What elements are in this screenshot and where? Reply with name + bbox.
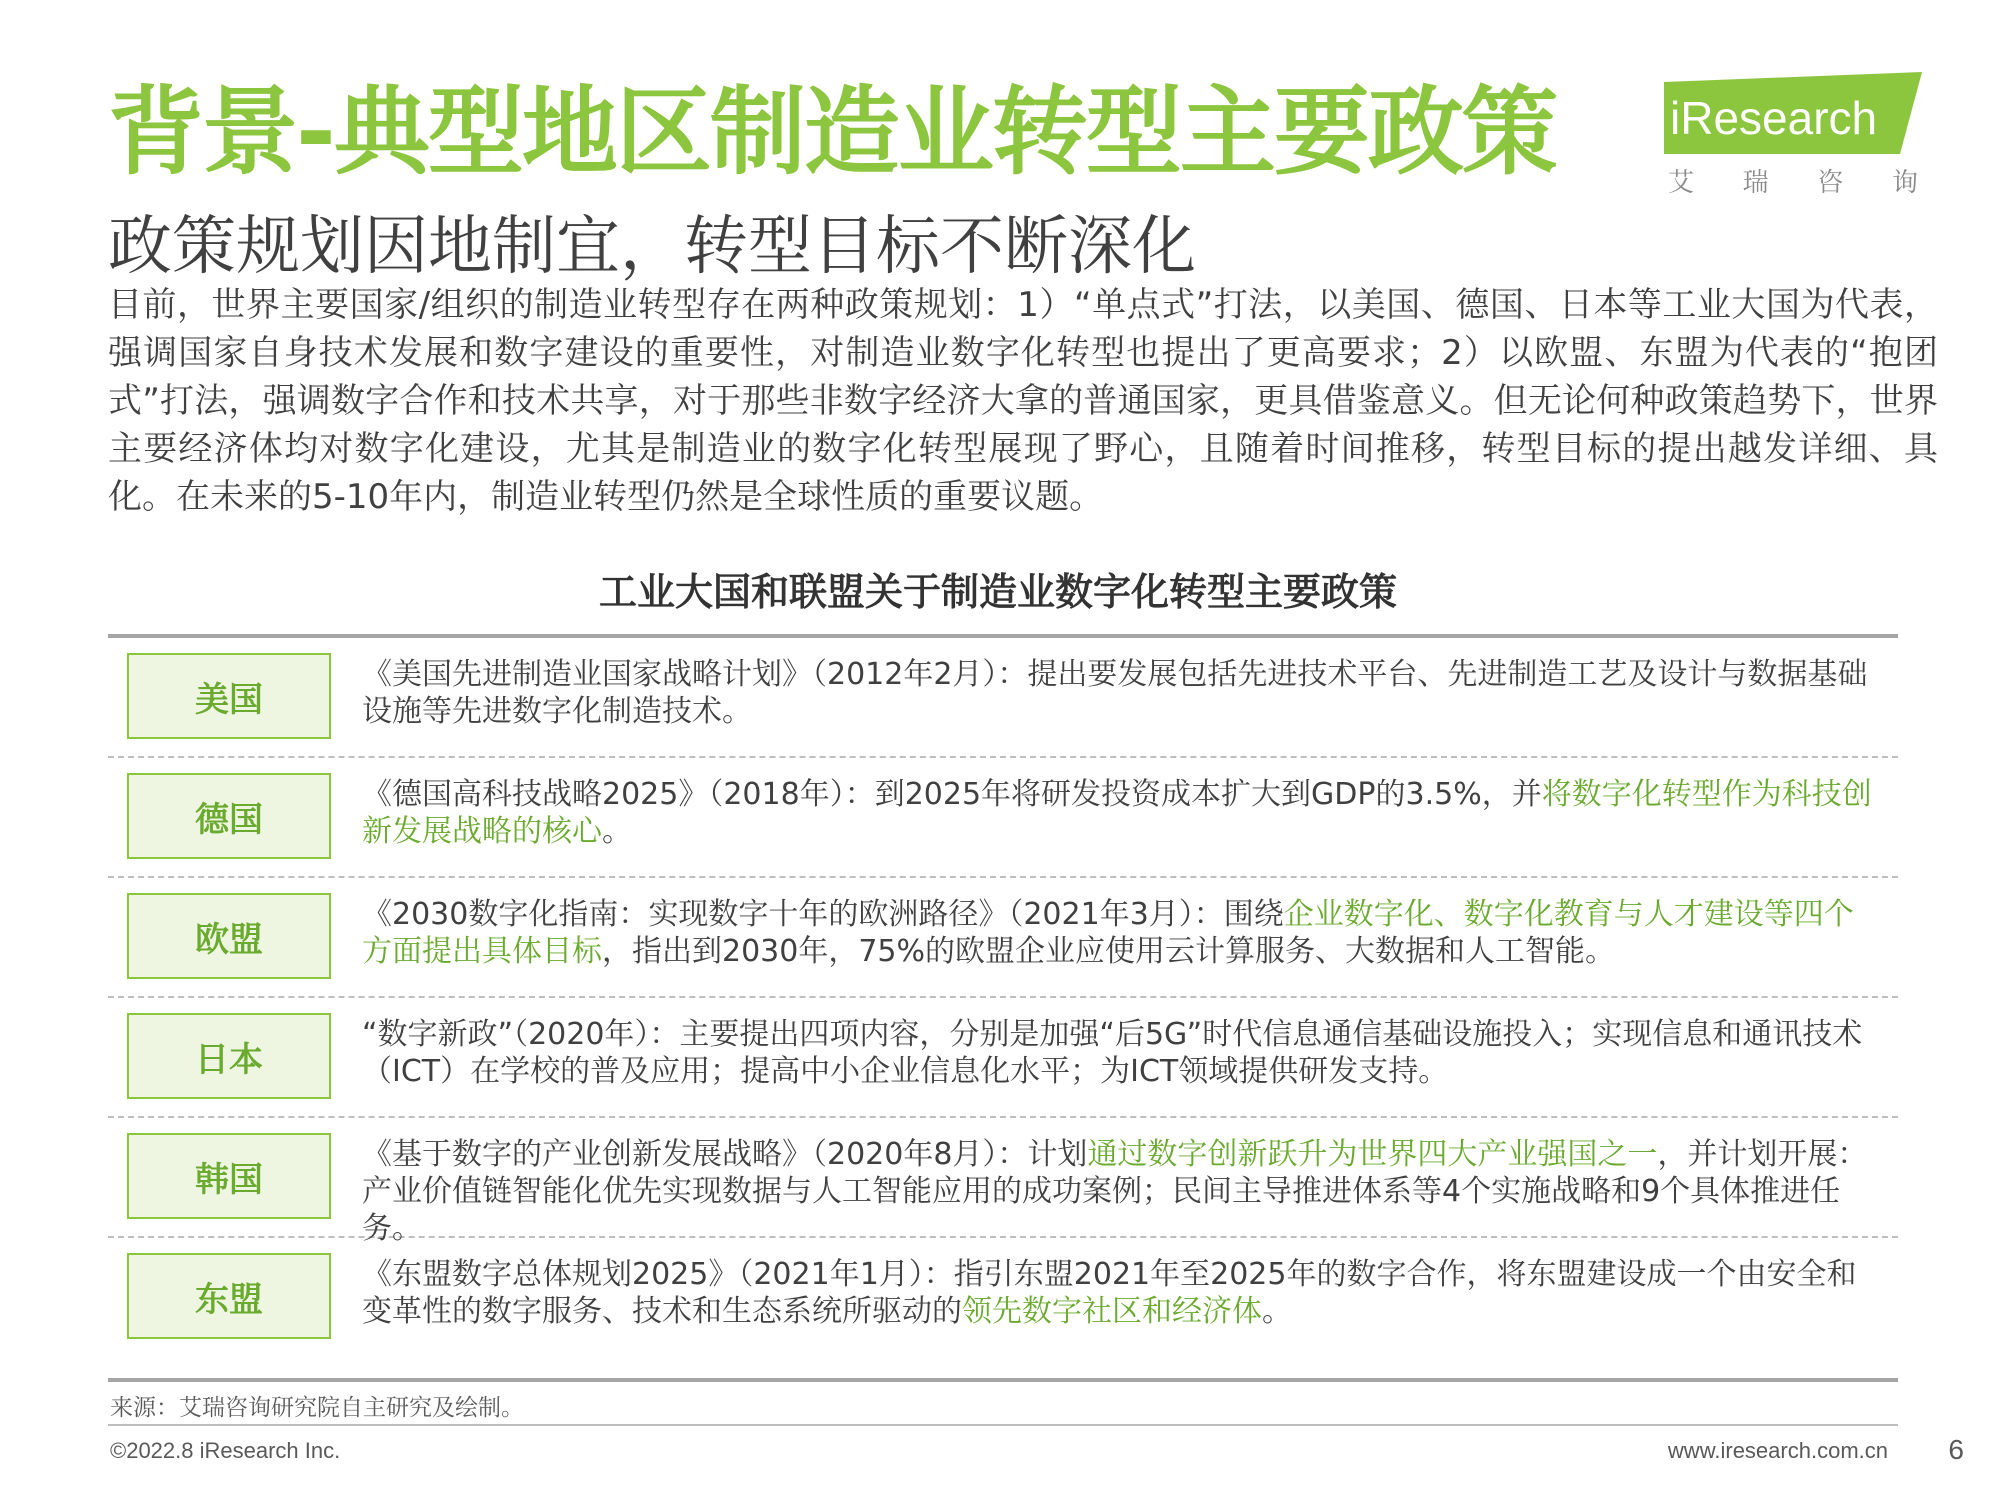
logo-char: 瑞 bbox=[1742, 168, 1769, 198]
policy-text: 《美国先进制造业国家战略计划》（2012年2月）：提出要发展包括先进技术平台、先进制造工艺及设计与数据基础设施等先进数字化制造技术。 bbox=[362, 657, 1868, 729]
country-label: 日本 bbox=[127, 1013, 331, 1099]
policy-row bbox=[108, 638, 1898, 758]
source-note: 来源：艾瑞咨询研究院自主研究及绘制。 bbox=[110, 1395, 524, 1421]
country-label: 韩国 bbox=[127, 1133, 331, 1219]
policy-highlight-text: 企业数字化、数字化教育与人才建设等四个方面提出具体目标 bbox=[362, 897, 1854, 969]
policy-row bbox=[108, 878, 1898, 998]
table-title: 工业大国和联盟关于制造业数字化转型主要政策 bbox=[598, 570, 1397, 614]
policy-text: 《东盟数字总体规划2025》（2021年1月）：指引东盟2021年至2025年的数字合作，将东盟建设成一个由安全和变革性的数字服务、技术和生态系统所驱动的 bbox=[362, 1257, 1857, 1329]
policy-highlight-text: 领先数字社区和经济体 bbox=[962, 1294, 1262, 1329]
policy-highlight-text: 通过数字创新跃升为世界四大产业强国之一 bbox=[1087, 1137, 1658, 1172]
iresearch-logo bbox=[1664, 68, 1924, 198]
logo-char: 艾 bbox=[1668, 168, 1695, 198]
logo-char: 咨 bbox=[1817, 168, 1844, 198]
intro-paragraph: 目前，世界主要国家/组织的制造业转型存在两种政策规划：1）“单点式”打法，以美国、德国、日本等工业大国为代表，强调国家自身技术发展和数字建设的重要性，对制造业数字化转型也提出了更高要求；2）以欧盟、东盟为代表的“抱团式”打法，强调数字合作和技术共享，对于那些非数字经济大拿的普通国家，更具借鉴意义。但无论何种政策趋势下，世界主要经济体均对数字化建设，尤其是制造业的数字化转型展现了野心，且随着时间推移，转型目标的提出越发详细、具化。在未来的5-10年内，制造业转型仍然是全球性质的重要议题。 bbox=[108, 285, 1938, 517]
policy-table bbox=[108, 638, 1898, 1356]
policy-description bbox=[362, 1136, 1882, 1247]
policy-description bbox=[362, 1016, 1882, 1090]
website-link[interactable]: www.iresearch.com.cn bbox=[1667, 1438, 1888, 1463]
policy-text: 《基于数字的产业创新发展战略》（2020年8月）：计划 bbox=[362, 1137, 1088, 1172]
copyright: ©2022.8 iResearch Inc. bbox=[110, 1438, 341, 1463]
policy-text: 。 bbox=[602, 814, 632, 849]
policy-row bbox=[108, 758, 1898, 878]
policy-highlight-text: 将数字化转型作为科技创新发展战略的核心 bbox=[362, 777, 1872, 849]
policy-description bbox=[362, 1256, 1882, 1330]
page-number: 6 bbox=[1948, 1434, 1964, 1465]
logo-text: iResearch bbox=[1670, 92, 1878, 144]
logo-char: 询 bbox=[1891, 168, 1918, 198]
footer-rule bbox=[108, 1424, 1898, 1426]
policy-text: 《2030数字化指南：实现数字十年的欧洲路径》（2021年3月）：围绕 bbox=[362, 897, 1284, 932]
logo-chinese-name bbox=[1668, 162, 1918, 199]
country-label: 东盟 bbox=[127, 1253, 331, 1339]
country-label: 美国 bbox=[127, 653, 331, 739]
policy-text: 《德国高科技战略2025》（2018年）：到2025年将研发投资成本扩大到GDP的3.5%，并 bbox=[362, 777, 1542, 812]
page-title: 背景-典型地区制造业转型主要政策 bbox=[108, 76, 1556, 188]
policy-row bbox=[108, 998, 1898, 1118]
policy-row bbox=[108, 1118, 1898, 1246]
policy-description bbox=[362, 896, 1882, 970]
table-bottom-rule bbox=[108, 1378, 1898, 1382]
policy-text: “数字新政”（2020年）：主要提出四项内容，分别是加强“后5G”时代信息通信基础设施投入；实现信息和通讯技术（ICT）在学校的普及应用；提高中小企业信息化水平；为ICT领域提供研发支持。 bbox=[362, 1017, 1863, 1089]
country-label: 欧盟 bbox=[127, 893, 331, 979]
policy-text: ，并计划开展：产业价值链智能化优先实现数据与人工智能应用的成功案例；民间主导推进体系等4个实施战略和9个具体推进任务。 bbox=[362, 1137, 1868, 1246]
policy-row bbox=[108, 1238, 1898, 1356]
policy-description bbox=[362, 776, 1882, 850]
page-subtitle: 政策规划因地制宜，转型目标不断深化 bbox=[108, 210, 1196, 284]
country-label: 德国 bbox=[127, 773, 331, 859]
policy-text: 。 bbox=[1262, 1294, 1292, 1329]
policy-text: ，指出到2030年，75%的欧盟企业应使用云计算服务、大数据和人工智能。 bbox=[602, 934, 1616, 969]
policy-description bbox=[362, 656, 1882, 730]
